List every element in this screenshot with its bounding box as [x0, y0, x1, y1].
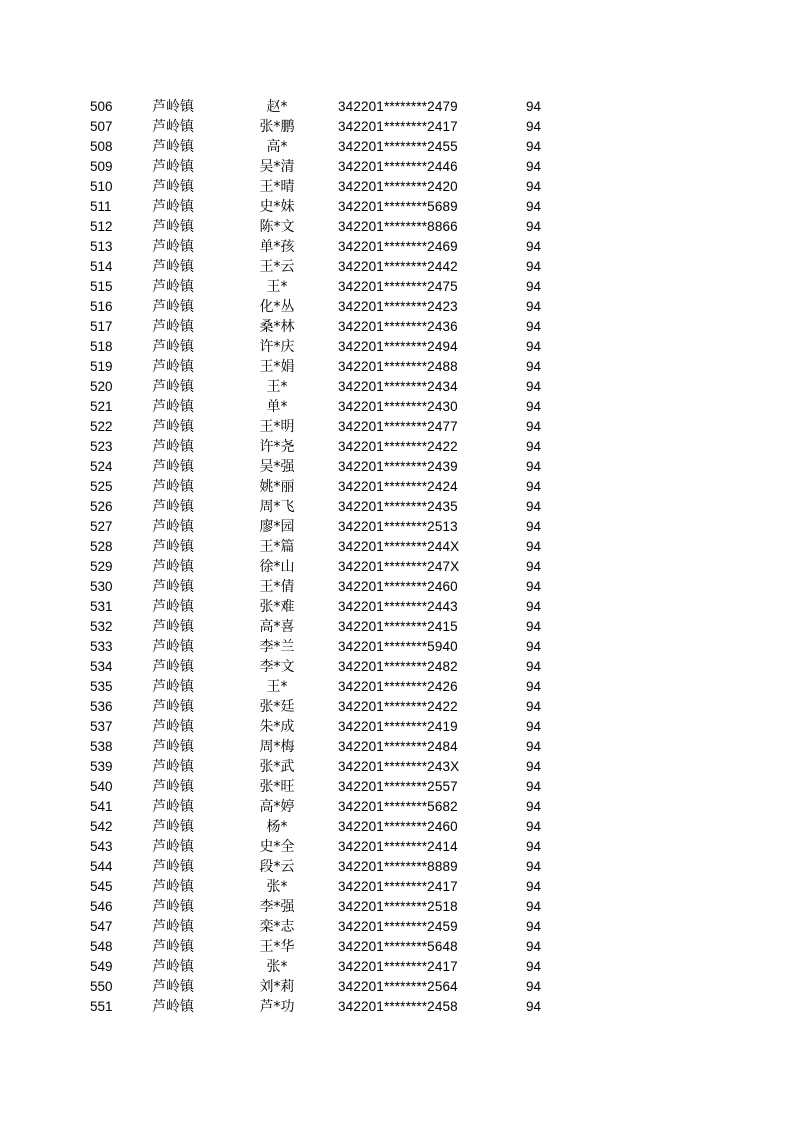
row-number: 550	[90, 979, 113, 994]
table-row	[0, 637, 794, 657]
score-value: 94	[526, 319, 542, 334]
masked-id-number: 342201********2415	[338, 619, 458, 634]
table-row	[0, 137, 794, 157]
table-row	[0, 697, 794, 717]
town-name: 芦岭镇	[152, 159, 194, 175]
masked-id-number: 342201********2439	[338, 459, 458, 474]
table-row	[0, 337, 794, 357]
person-name: 吴*强	[259, 459, 295, 475]
row-number: 532	[90, 619, 113, 634]
town-name: 芦岭镇	[152, 619, 194, 635]
roster-table	[0, 97, 794, 1017]
masked-id-number: 342201********2424	[338, 479, 458, 494]
table-row	[0, 277, 794, 297]
row-number: 539	[90, 759, 113, 774]
table-row	[0, 517, 794, 537]
row-number: 538	[90, 739, 113, 754]
score-value: 94	[526, 959, 542, 974]
score-value: 94	[526, 979, 542, 994]
person-name: 张*廷	[259, 699, 295, 715]
town-name: 芦岭镇	[152, 779, 194, 795]
row-number: 526	[90, 499, 113, 514]
masked-id-number: 342201********2422	[338, 439, 458, 454]
table-row	[0, 597, 794, 617]
masked-id-number: 342201********2422	[338, 699, 458, 714]
table-row	[0, 777, 794, 797]
row-number: 546	[90, 899, 113, 914]
row-number: 549	[90, 959, 113, 974]
score-value: 94	[526, 379, 542, 394]
person-name: 张*	[266, 879, 288, 895]
row-number: 506	[90, 99, 113, 114]
person-name: 朱*成	[259, 719, 295, 735]
score-value: 94	[526, 679, 542, 694]
score-value: 94	[526, 219, 542, 234]
masked-id-number: 342201********2494	[338, 339, 458, 354]
score-value: 94	[526, 419, 542, 434]
table-row	[0, 157, 794, 177]
masked-id-number: 342201********8866	[338, 219, 458, 234]
row-number: 521	[90, 399, 113, 414]
masked-id-number: 342201********2443	[338, 599, 458, 614]
masked-id-number: 342201********2417	[338, 119, 458, 134]
town-name: 芦岭镇	[152, 319, 194, 335]
row-number: 514	[90, 259, 113, 274]
table-row	[0, 617, 794, 637]
row-number: 527	[90, 519, 113, 534]
row-number: 516	[90, 299, 113, 314]
person-name: 单*孩	[259, 239, 295, 255]
person-name: 王*篇	[259, 539, 295, 555]
table-row	[0, 757, 794, 777]
row-number: 522	[90, 419, 113, 434]
row-number: 515	[90, 279, 113, 294]
masked-id-number: 342201********2518	[338, 899, 458, 914]
town-name: 芦岭镇	[152, 919, 194, 935]
score-value: 94	[526, 159, 542, 174]
town-name: 芦岭镇	[152, 859, 194, 875]
person-name: 史*妹	[259, 199, 295, 215]
table-row	[0, 917, 794, 937]
score-value: 94	[526, 519, 542, 534]
score-value: 94	[526, 259, 542, 274]
row-number: 528	[90, 539, 113, 554]
table-row	[0, 377, 794, 397]
masked-id-number: 342201********2458	[338, 999, 458, 1014]
person-name: 李*强	[259, 899, 295, 915]
table-row	[0, 217, 794, 237]
row-number: 518	[90, 339, 113, 354]
town-name: 芦岭镇	[152, 259, 194, 275]
table-row	[0, 737, 794, 757]
person-name: 高*婷	[259, 799, 295, 815]
row-number: 508	[90, 139, 113, 154]
table-row	[0, 857, 794, 877]
town-name: 芦岭镇	[152, 119, 194, 135]
table-row	[0, 237, 794, 257]
masked-id-number: 342201********5682	[338, 799, 458, 814]
masked-id-number: 342201********244X	[338, 539, 460, 554]
score-value: 94	[526, 559, 542, 574]
row-number: 524	[90, 459, 113, 474]
score-value: 94	[526, 119, 542, 134]
person-name: 吴*清	[259, 159, 295, 175]
town-name: 芦岭镇	[152, 839, 194, 855]
town-name: 芦岭镇	[152, 359, 194, 375]
town-name: 芦岭镇	[152, 599, 194, 615]
table-row	[0, 897, 794, 917]
score-value: 94	[526, 839, 542, 854]
row-number: 548	[90, 939, 113, 954]
town-name: 芦岭镇	[152, 739, 194, 755]
person-name: 李*文	[259, 659, 295, 675]
town-name: 芦岭镇	[152, 699, 194, 715]
masked-id-number: 342201********2430	[338, 399, 458, 414]
row-number: 547	[90, 919, 113, 934]
masked-id-number: 342201********2426	[338, 679, 458, 694]
table-row	[0, 877, 794, 897]
score-value: 94	[526, 599, 542, 614]
table-row	[0, 977, 794, 997]
town-name: 芦岭镇	[152, 199, 194, 215]
masked-id-number: 342201********2423	[338, 299, 458, 314]
row-number: 540	[90, 779, 113, 794]
masked-id-number: 342201********2417	[338, 879, 458, 894]
masked-id-number: 342201********2460	[338, 819, 458, 834]
row-number: 513	[90, 239, 113, 254]
person-name: 张*旺	[259, 779, 295, 795]
masked-id-number: 342201********2436	[338, 319, 458, 334]
town-name: 芦岭镇	[152, 639, 194, 655]
score-value: 94	[526, 739, 542, 754]
score-value: 94	[526, 659, 542, 674]
person-name: 许*尧	[259, 439, 295, 455]
masked-id-number: 342201********2446	[338, 159, 458, 174]
table-row	[0, 417, 794, 437]
score-value: 94	[526, 179, 542, 194]
table-row	[0, 837, 794, 857]
masked-id-number: 342201********247X	[338, 559, 460, 574]
row-number: 507	[90, 119, 113, 134]
person-name: 廖*园	[259, 519, 295, 535]
score-value: 94	[526, 499, 542, 514]
masked-id-number: 342201********5689	[338, 199, 458, 214]
town-name: 芦岭镇	[152, 679, 194, 695]
person-name: 王*云	[259, 259, 295, 275]
person-name: 张*鹏	[259, 119, 295, 135]
score-value: 94	[526, 459, 542, 474]
row-number: 523	[90, 439, 113, 454]
table-row	[0, 117, 794, 137]
person-name: 高*喜	[259, 619, 295, 635]
masked-id-number: 342201********2488	[338, 359, 458, 374]
row-number: 510	[90, 179, 113, 194]
table-row	[0, 657, 794, 677]
masked-id-number: 342201********2557	[338, 779, 458, 794]
person-name: 杨*	[266, 819, 288, 835]
row-number: 537	[90, 719, 113, 734]
table-row	[0, 297, 794, 317]
town-name: 芦岭镇	[152, 879, 194, 895]
masked-id-number: 342201********243X	[338, 759, 460, 774]
row-number: 536	[90, 699, 113, 714]
masked-id-number: 342201********2477	[338, 419, 458, 434]
person-name: 王*娟	[259, 359, 295, 375]
town-name: 芦岭镇	[152, 559, 194, 575]
score-value: 94	[526, 399, 542, 414]
town-name: 芦岭镇	[152, 179, 194, 195]
table-row	[0, 577, 794, 597]
person-name: 单*	[266, 399, 288, 415]
town-name: 芦岭镇	[152, 659, 194, 675]
score-value: 94	[526, 719, 542, 734]
masked-id-number: 342201********2564	[338, 979, 458, 994]
town-name: 芦岭镇	[152, 219, 194, 235]
town-name: 芦岭镇	[152, 499, 194, 515]
masked-id-number: 342201********2513	[338, 519, 458, 534]
table-row	[0, 257, 794, 277]
masked-id-number: 342201********2479	[338, 99, 458, 114]
town-name: 芦岭镇	[152, 299, 194, 315]
town-name: 芦岭镇	[152, 99, 194, 115]
town-name: 芦岭镇	[152, 439, 194, 455]
row-number: 551	[90, 999, 113, 1014]
person-name: 陈*文	[259, 219, 295, 235]
table-row	[0, 437, 794, 457]
town-name: 芦岭镇	[152, 539, 194, 555]
score-value: 94	[526, 939, 542, 954]
masked-id-number: 342201********5940	[338, 639, 458, 654]
row-number: 543	[90, 839, 113, 854]
score-value: 94	[526, 879, 542, 894]
score-value: 94	[526, 239, 542, 254]
town-name: 芦岭镇	[152, 959, 194, 975]
table-row	[0, 817, 794, 837]
table-row	[0, 717, 794, 737]
person-name: 徐*山	[259, 559, 295, 575]
table-row	[0, 357, 794, 377]
town-name: 芦岭镇	[152, 279, 194, 295]
masked-id-number: 342201********2484	[338, 739, 458, 754]
row-number: 512	[90, 219, 113, 234]
town-name: 芦岭镇	[152, 759, 194, 775]
person-name: 王*	[266, 679, 288, 695]
masked-id-number: 342201********2469	[338, 239, 458, 254]
person-name: 王*晴	[259, 179, 295, 195]
row-number: 529	[90, 559, 113, 574]
table-row	[0, 997, 794, 1017]
table-row	[0, 537, 794, 557]
row-number: 544	[90, 859, 113, 874]
town-name: 芦岭镇	[152, 579, 194, 595]
table-row	[0, 197, 794, 217]
row-number: 520	[90, 379, 113, 394]
town-name: 芦岭镇	[152, 799, 194, 815]
score-value: 94	[526, 199, 542, 214]
table-row	[0, 177, 794, 197]
score-value: 94	[526, 359, 542, 374]
person-name: 许*庆	[259, 339, 295, 355]
row-number: 531	[90, 599, 113, 614]
score-value: 94	[526, 279, 542, 294]
masked-id-number: 342201********2435	[338, 499, 458, 514]
score-value: 94	[526, 339, 542, 354]
town-name: 芦岭镇	[152, 419, 194, 435]
score-value: 94	[526, 539, 542, 554]
score-value: 94	[526, 579, 542, 594]
person-name: 王*	[266, 379, 288, 395]
town-name: 芦岭镇	[152, 379, 194, 395]
person-name: 高*	[266, 139, 288, 155]
town-name: 芦岭镇	[152, 239, 194, 255]
score-value: 94	[526, 999, 542, 1014]
town-name: 芦岭镇	[152, 519, 194, 535]
table-row	[0, 497, 794, 517]
score-value: 94	[526, 639, 542, 654]
town-name: 芦岭镇	[152, 979, 194, 995]
table-row	[0, 97, 794, 117]
town-name: 芦岭镇	[152, 339, 194, 355]
town-name: 芦岭镇	[152, 459, 194, 475]
row-number: 530	[90, 579, 113, 594]
score-value: 94	[526, 439, 542, 454]
table-row	[0, 397, 794, 417]
score-value: 94	[526, 799, 542, 814]
masked-id-number: 342201********2482	[338, 659, 458, 674]
score-value: 94	[526, 479, 542, 494]
person-name: 化*丛	[259, 299, 295, 315]
row-number: 545	[90, 879, 113, 894]
score-value: 94	[526, 699, 542, 714]
row-number: 541	[90, 799, 113, 814]
town-name: 芦岭镇	[152, 999, 194, 1015]
person-name: 张*	[266, 959, 288, 975]
row-number: 519	[90, 359, 113, 374]
masked-id-number: 342201********2459	[338, 919, 458, 934]
town-name: 芦岭镇	[152, 139, 194, 155]
person-name: 史*全	[259, 839, 295, 855]
score-value: 94	[526, 299, 542, 314]
row-number: 534	[90, 659, 113, 674]
person-name: 周*飞	[259, 499, 295, 515]
row-number: 509	[90, 159, 113, 174]
person-name: 刘*莉	[259, 979, 295, 995]
person-name: 王*倩	[259, 579, 295, 595]
person-name: 王*华	[259, 939, 295, 955]
person-name: 王*	[266, 279, 288, 295]
row-number: 511	[90, 199, 112, 214]
person-name: 桑*林	[259, 319, 295, 335]
masked-id-number: 342201********2460	[338, 579, 458, 594]
town-name: 芦岭镇	[152, 479, 194, 495]
person-name: 芦*功	[259, 999, 295, 1015]
masked-id-number: 342201********2420	[338, 179, 458, 194]
row-number: 525	[90, 479, 113, 494]
town-name: 芦岭镇	[152, 399, 194, 415]
score-value: 94	[526, 139, 542, 154]
person-name: 赵*	[266, 99, 288, 115]
score-value: 94	[526, 99, 542, 114]
row-number: 535	[90, 679, 113, 694]
town-name: 芦岭镇	[152, 939, 194, 955]
score-value: 94	[526, 859, 542, 874]
score-value: 94	[526, 759, 542, 774]
masked-id-number: 342201********8889	[338, 859, 458, 874]
masked-id-number: 342201********2455	[338, 139, 458, 154]
score-value: 94	[526, 899, 542, 914]
table-row	[0, 937, 794, 957]
masked-id-number: 342201********2434	[338, 379, 458, 394]
table-row	[0, 477, 794, 497]
row-number: 542	[90, 819, 113, 834]
masked-id-number: 342201********5648	[338, 939, 458, 954]
table-row	[0, 557, 794, 577]
person-name: 李*兰	[259, 639, 295, 655]
score-value: 94	[526, 779, 542, 794]
town-name: 芦岭镇	[152, 719, 194, 735]
person-name: 周*梅	[259, 739, 295, 755]
person-name: 段*云	[259, 859, 295, 875]
person-name: 张*难	[259, 599, 295, 615]
masked-id-number: 342201********2442	[338, 259, 458, 274]
table-row	[0, 317, 794, 337]
table-row	[0, 957, 794, 977]
table-row	[0, 677, 794, 697]
score-value: 94	[526, 919, 542, 934]
masked-id-number: 342201********2475	[338, 279, 458, 294]
masked-id-number: 342201********2417	[338, 959, 458, 974]
masked-id-number: 342201********2419	[338, 719, 458, 734]
person-name: 栾*志	[259, 919, 295, 935]
town-name: 芦岭镇	[152, 899, 194, 915]
town-name: 芦岭镇	[152, 819, 194, 835]
table-row	[0, 457, 794, 477]
row-number: 517	[90, 319, 113, 334]
score-value: 94	[526, 619, 542, 634]
masked-id-number: 342201********2414	[338, 839, 458, 854]
person-name: 张*武	[259, 759, 295, 775]
score-value: 94	[526, 819, 542, 834]
row-number: 533	[90, 639, 113, 654]
person-name: 王*明	[259, 419, 295, 435]
table-row	[0, 797, 794, 817]
person-name: 姚*丽	[259, 479, 295, 495]
